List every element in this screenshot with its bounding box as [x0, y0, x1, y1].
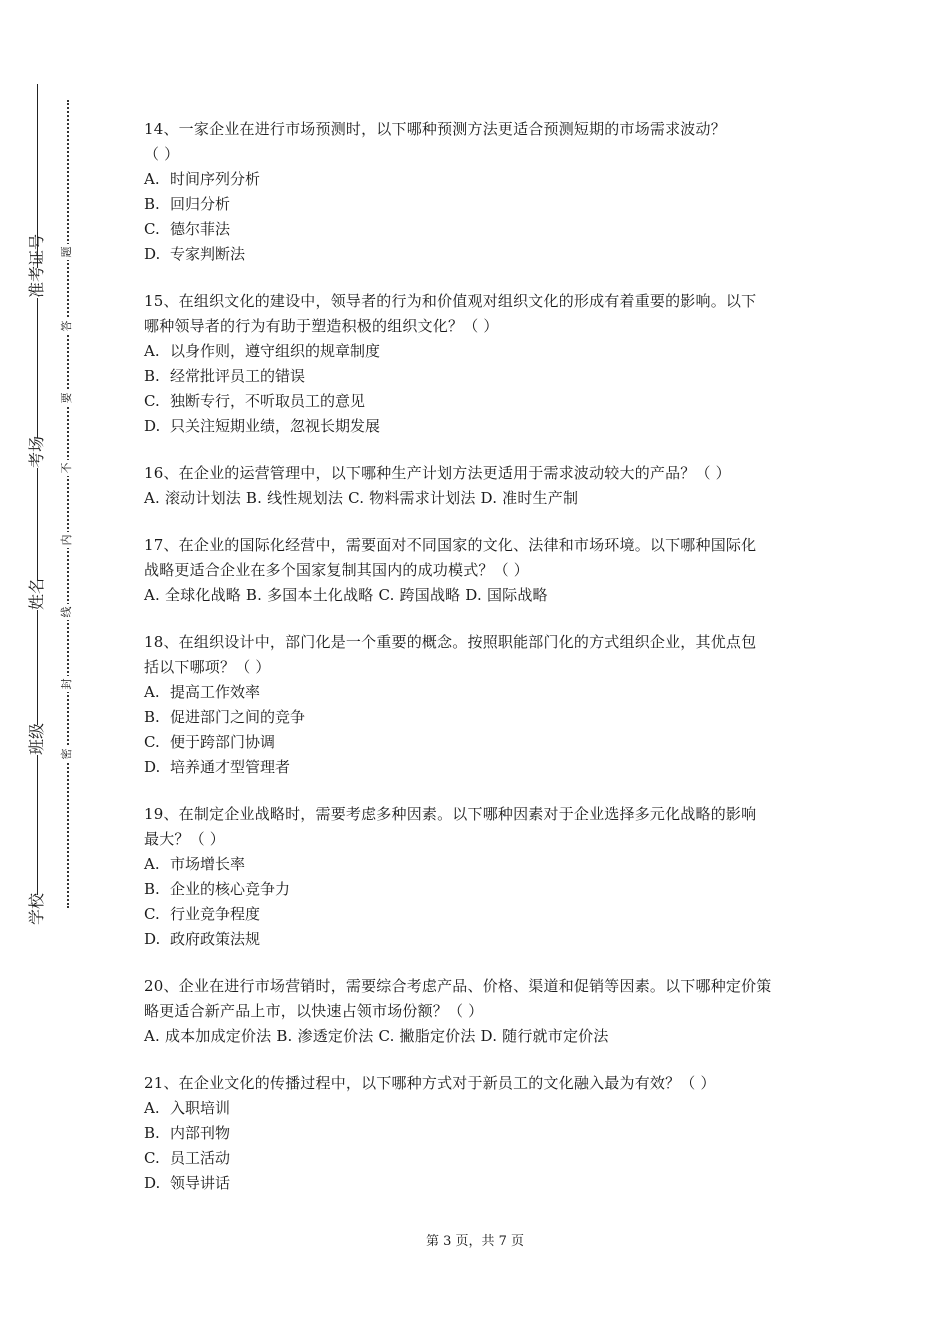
question-20	[144, 974, 814, 1049]
option-text: 专家判断法	[170, 245, 246, 263]
option-text: 经常批评员工的错误	[170, 367, 306, 385]
option-b	[144, 192, 814, 217]
question-19	[144, 802, 814, 952]
option-key: C.	[144, 733, 160, 751]
question-text: 最大？（ ）	[144, 830, 225, 848]
option-key: A.	[144, 170, 160, 188]
question-text: 18、在组织设计中，部门化是一个重要的概念。按照职能部门化的方式组织企业，其优点包	[144, 633, 757, 651]
option-text: 领导讲话	[170, 1174, 231, 1192]
option-d	[144, 414, 814, 439]
option-text: 独断专行，不听取员工的意见	[170, 392, 366, 410]
question-15	[144, 289, 814, 439]
binding-dotted-line	[67, 100, 69, 908]
option-key: A.	[144, 855, 160, 873]
field-exam-number: 准考证号	[22, 268, 52, 298]
option-c	[144, 902, 814, 927]
option-key: D.	[144, 245, 161, 263]
option-key: C.	[144, 220, 160, 238]
option-a	[144, 167, 814, 192]
inline-options: A. 全球化战略 B. 多国本土化战略 C. 跨国战略 D. 国际战略	[144, 586, 548, 604]
question-21	[144, 1071, 814, 1196]
question-16	[144, 461, 814, 511]
inline-options: A. 成本加成定价法 B. 渗透定价法 C. 撇脂定价法 D. 随行就市定价法	[144, 1027, 609, 1045]
option-key: C.	[144, 392, 160, 410]
question-list	[144, 117, 814, 1218]
option-d	[144, 755, 814, 780]
option-key: B.	[144, 1124, 160, 1142]
question-text: 略更适合新产品上市，以快速占领市场份额？（ ）	[144, 1002, 484, 1020]
seal-char: 不	[59, 460, 75, 476]
option-d	[144, 1171, 814, 1196]
option-key: C.	[144, 1149, 160, 1167]
option-key: C.	[144, 905, 160, 923]
option-d	[144, 242, 814, 267]
question-18	[144, 630, 814, 780]
option-a	[144, 1096, 814, 1121]
option-key: A.	[144, 1099, 160, 1117]
option-b	[144, 705, 814, 730]
option-text: 培养通才型管理者	[170, 758, 291, 776]
question-text: 20、企业在进行市场营销时，需要综合考虑产品、价格、渠道和促销等因素。以下哪种定价策	[144, 977, 772, 995]
question-14	[144, 117, 814, 267]
option-a	[144, 339, 814, 364]
question-text: 14、一家企业在进行市场预测时，以下哪种预测方法更适合预测短期的市场需求波动？	[144, 120, 726, 138]
option-key: A.	[144, 683, 160, 701]
field-school: 学校	[22, 895, 52, 925]
page-footer: 第 3 页，共 7 页	[425, 1234, 525, 1249]
option-b	[144, 364, 814, 389]
option-c	[144, 1146, 814, 1171]
option-text: 企业的核心竞争力	[170, 880, 291, 898]
option-c	[144, 730, 814, 755]
option-text: 以身作则，遵守组织的规章制度	[170, 342, 381, 360]
seal-char: 内	[59, 532, 75, 548]
option-text: 时间序列分析	[170, 170, 261, 188]
field-name: 姓名	[22, 580, 52, 610]
option-b	[144, 1121, 814, 1146]
seal-char: 题	[59, 244, 75, 260]
option-key: A.	[144, 342, 160, 360]
question-text: 括以下哪项？（ ）	[144, 658, 271, 676]
option-key: B.	[144, 880, 160, 898]
question-text: 哪种领导者的行为有助于塑造积极的组织文化？（ ）	[144, 317, 499, 335]
option-text: 政府政策法规	[170, 930, 261, 948]
option-d	[144, 927, 814, 952]
option-key: D.	[144, 758, 161, 776]
seal-char: 封	[59, 676, 75, 692]
option-text: 内部刊物	[170, 1124, 231, 1142]
option-key: D.	[144, 930, 161, 948]
question-text: 17、在企业的国际化经营中，需要面对不同国家的文化、法律和市场环境。以下哪种国际化	[144, 536, 757, 554]
option-text: 回归分析	[170, 195, 231, 213]
option-key: B.	[144, 708, 160, 726]
seal-char: 答	[59, 318, 75, 334]
option-text: 只关注短期业绩，忽视长期发展	[170, 417, 381, 435]
option-c	[144, 389, 814, 414]
option-key: B.	[144, 367, 160, 385]
option-a	[144, 680, 814, 705]
option-key: D.	[144, 417, 161, 435]
option-text: 行业竞争程度	[170, 905, 261, 923]
option-text: 入职培训	[170, 1099, 231, 1117]
option-a	[144, 852, 814, 877]
option-text: 便于跨部门协调	[170, 733, 276, 751]
field-exam-room: 考场	[22, 438, 52, 468]
option-b	[144, 877, 814, 902]
binding-solid-line	[37, 84, 38, 914]
field-class: 班级	[22, 725, 52, 755]
question-17	[144, 533, 814, 608]
option-text: 促进部门之间的竞争	[170, 708, 306, 726]
option-key: B.	[144, 195, 160, 213]
seal-char: 密	[59, 746, 75, 762]
option-text: 提高工作效率	[170, 683, 261, 701]
question-text: 15、在组织文化的建设中，领导者的行为和价值观对组织文化的形成有着重要的影响。以下	[144, 292, 757, 310]
question-text: 19、在制定企业战略时，需要考虑多种因素。以下哪种因素对于企业选择多元化战略的影响	[144, 805, 757, 823]
question-text: （ ）	[144, 145, 180, 163]
option-text: 德尔菲法	[170, 220, 231, 238]
question-text: 战略更适合企业在多个国家复制其国内的成功模式？（ ）	[144, 561, 529, 579]
inline-options: A. 滚动计划法 B. 线性规划法 C. 物料需求计划法 D. 准时生产制	[144, 489, 579, 507]
seal-char: 线	[59, 604, 75, 620]
question-text: 16、在企业的运营管理中，以下哪种生产计划方法更适用于需求波动较大的产品？（ ）	[144, 464, 731, 482]
option-c	[144, 217, 814, 242]
binding-margin	[0, 0, 100, 1344]
option-text: 市场增长率	[170, 855, 246, 873]
question-text: 21、在企业文化的传播过程中，以下哪种方式对于新员工的文化融入最为有效？（ ）	[144, 1074, 716, 1092]
seal-char: 要	[59, 390, 75, 406]
option-text: 员工活动	[170, 1149, 231, 1167]
option-key: D.	[144, 1174, 161, 1192]
